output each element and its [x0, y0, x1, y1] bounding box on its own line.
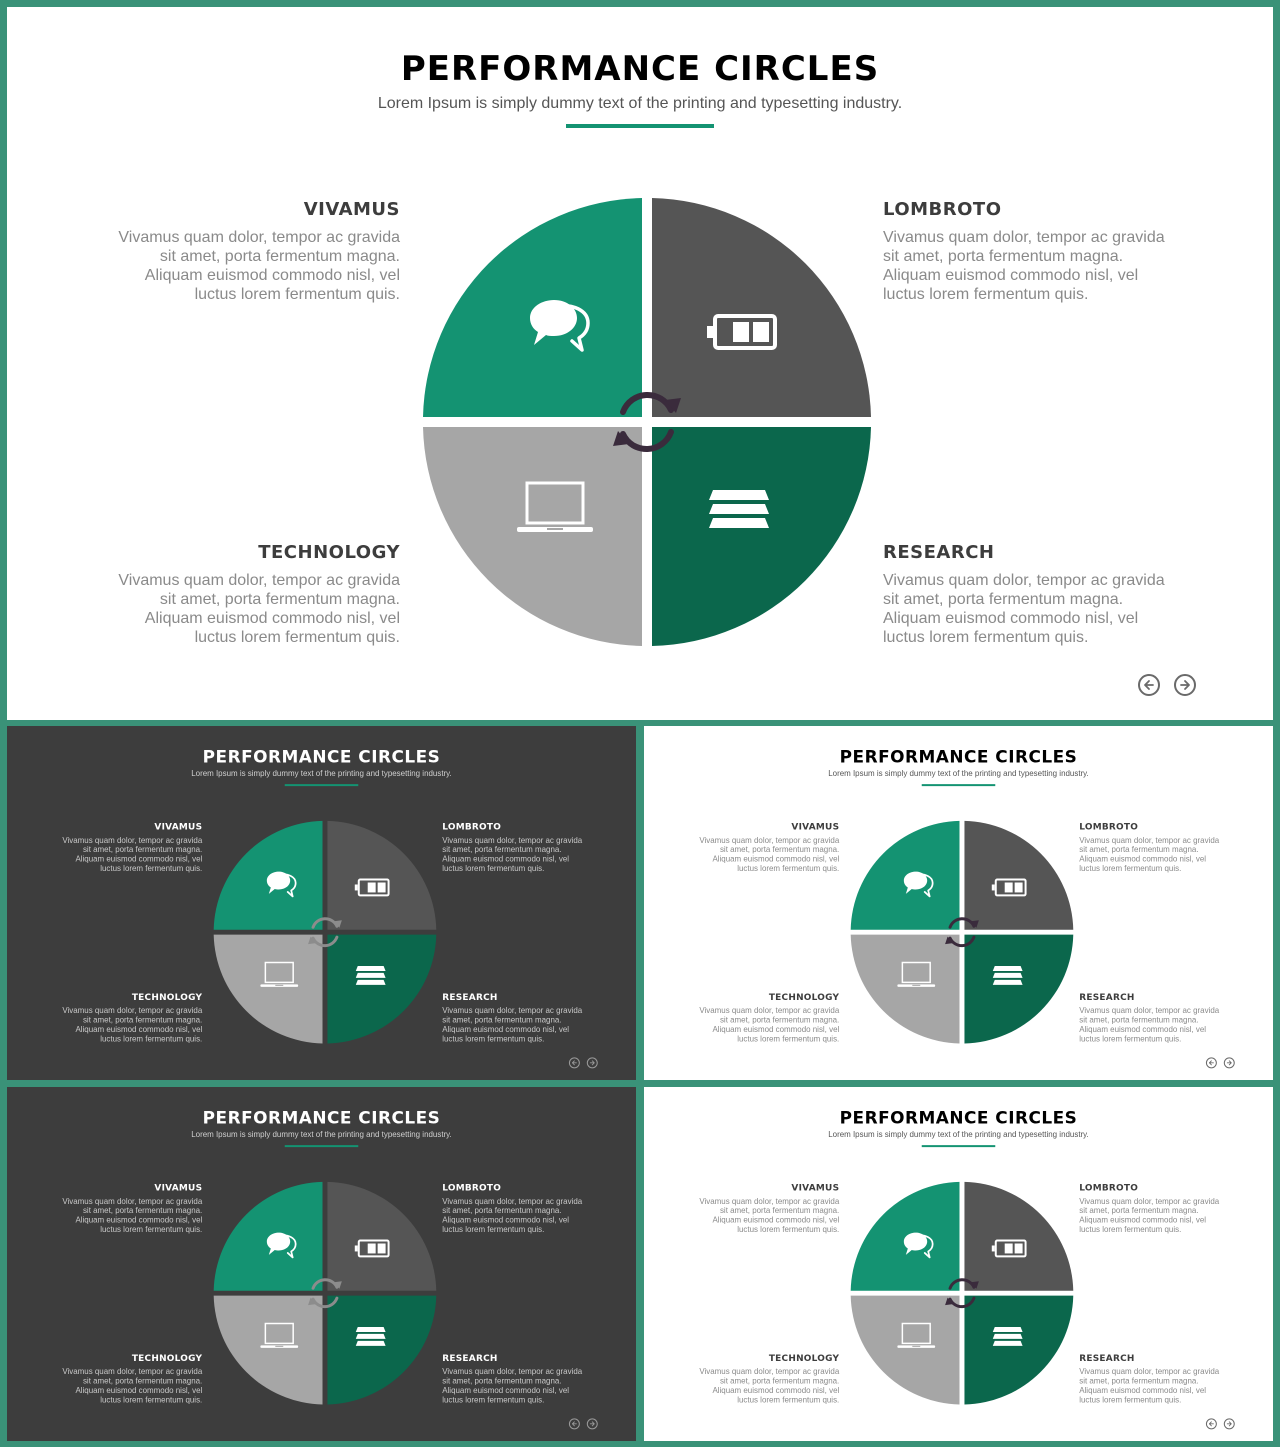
block-title: RESEARCH: [442, 991, 498, 1003]
arrow-left-icon: [1208, 1420, 1215, 1427]
quadrant-research[interactable]: [964, 935, 1073, 1044]
block-title: TECHNOLOGY: [768, 991, 840, 1003]
text-block: [695, 821, 839, 873]
text-block: [58, 1353, 202, 1405]
quadrant-technology[interactable]: [851, 1296, 960, 1405]
layers-icon: [709, 490, 769, 528]
performance-circle: [211, 1179, 440, 1408]
block-title: RESEARCH: [442, 1352, 498, 1364]
slide-subtitle: Lorem Ipsum is simply dummy text of the printing and typesetting industry.: [828, 769, 1089, 779]
prev-slide-button[interactable]: [1206, 1057, 1217, 1068]
next-slide-button[interactable]: [1224, 1418, 1235, 1429]
quadrant-vivamus[interactable]: [423, 198, 642, 417]
title-underline: [566, 124, 714, 128]
text-block: [442, 821, 586, 873]
block-title: VIVAMUS: [154, 1182, 203, 1193]
prev-slide-button[interactable]: [1138, 674, 1160, 696]
block-text: Vivamus quam dolor, tempor ac gravida sit amet, porta fermentum magna. Aliquam euismod commodo nisl, vel luctus lorem fermentum quis.: [442, 836, 583, 874]
block-title: TECHNOLOGY: [258, 542, 400, 563]
quadrant-research[interactable]: [652, 427, 871, 646]
quadrant-research[interactable]: [327, 935, 436, 1044]
block-text: Vivamus quam dolor, tempor ac gravida sit amet, porta fermentum magna. Aliquam euismod commodo nisl, vel luctus lorem fermentum quis.: [442, 1006, 583, 1044]
quadrant-technology[interactable]: [214, 1296, 323, 1405]
layers-icon: [356, 1327, 386, 1346]
block-title: LOMBROTO: [442, 1182, 502, 1193]
arrow-left-icon: [571, 1059, 578, 1066]
quadrant-vivamus[interactable]: [214, 1182, 323, 1291]
slide-subtitle: Lorem Ipsum is simply dummy text of the printing and typesetting industry.: [191, 769, 452, 779]
text-block: [1079, 1353, 1223, 1405]
block-text: Vivamus quam dolor, tempor ac gravida sit amet, porta fermentum magna. Aliquam euismod commodo nisl, vel luctus lorem fermentum quis.: [1079, 836, 1220, 874]
text-block: [695, 1182, 839, 1234]
text-block: [883, 199, 1173, 304]
block-title: VIVAMUS: [154, 821, 203, 832]
performance-circle: [848, 818, 1077, 1047]
arrow-left-icon: [1208, 1059, 1215, 1066]
block-title: TECHNOLOGY: [131, 991, 203, 1003]
block-text: Vivamus quam dolor, tempor ac gravida sit amet, porta fermentum magna. Aliquam euismod commodo nisl, vel luctus lorem fermentum quis.: [1079, 1197, 1220, 1235]
slide-subtitle: Lorem Ipsum is simply dummy text of the printing and typesetting industry.: [377, 95, 903, 112]
quadrant-technology[interactable]: [423, 427, 642, 646]
block-text: Vivamus quam dolor, tempor ac gravida sit amet, porta fermentum magna. Aliquam euismod commodo nisl, vel luctus lorem fermentum quis.: [699, 1006, 840, 1044]
slide-thumbnail[interactable]: [644, 726, 1273, 1080]
arrow-right-icon: [1226, 1420, 1233, 1427]
slide-thumbnail[interactable]: [644, 1087, 1273, 1441]
next-slide-button[interactable]: [1174, 674, 1196, 696]
block-text: Vivamus quam dolor, tempor ac gravida sit amet, porta fermentum magna. Aliquam euismod commodo nisl, vel luctus lorem fermentum quis.: [62, 836, 203, 874]
text-block: [58, 1182, 202, 1234]
layers-icon: [993, 966, 1023, 985]
text-block: [1079, 992, 1223, 1044]
block-text: Vivamus quam dolor, tempor ac gravida sit amet, porta fermentum magna. Aliquam euismod commodo nisl, vel luctus lorem fermentum quis.: [699, 1197, 840, 1235]
block-title: RESEARCH: [1079, 1352, 1135, 1364]
quadrant-lombroto[interactable]: [964, 1182, 1073, 1291]
block-text: Vivamus quam dolor, tempor ac gravida sit amet, porta fermentum magna. Aliquam euismod commodo nisl, vel luctus lorem fermentum quis.: [699, 836, 840, 874]
arrow-right-icon: [589, 1420, 596, 1427]
block-text: Vivamus quam dolor, tempor ac gravida sit amet, porta fermentum magna. Aliquam euismod commodo nisl, vel luctus lorem fermentum quis.: [442, 1367, 583, 1405]
quadrant-lombroto[interactable]: [652, 198, 871, 417]
block-text: Vivamus quam dolor, tempor ac gravida sit amet, porta fermentum magna. Aliquam euismod commodo nisl, vel luctus lorem fermentum quis.: [62, 1197, 203, 1235]
quadrant-lombroto[interactable]: [964, 821, 1073, 930]
text-block: [58, 821, 202, 873]
slide-title: PERFORMANCE CIRCLES: [839, 1107, 1078, 1128]
text-block: [695, 1353, 839, 1405]
text-block: [1079, 1182, 1223, 1234]
block-title: TECHNOLOGY: [131, 1352, 203, 1364]
block-title: VIVAMUS: [791, 821, 840, 832]
slide-thumbnail[interactable]: [7, 1087, 636, 1441]
block-title: VIVAMUS: [791, 1182, 840, 1193]
block-title: RESEARCH: [1079, 991, 1135, 1003]
quadrant-research[interactable]: [964, 1296, 1073, 1405]
arrow-left-icon: [571, 1420, 578, 1427]
layers-icon: [356, 966, 386, 985]
text-block: [110, 542, 400, 647]
title-underline: [285, 1145, 359, 1147]
slide-thumbnail[interactable]: [7, 726, 636, 1080]
block-title: VIVAMUS: [303, 199, 400, 220]
text-block: [883, 542, 1173, 647]
block-text: Vivamus quam dolor, tempor ac gravida sit amet, porta fermentum magna. Aliquam euismod commodo nisl, vel luctus lorem fermentum quis.: [883, 572, 1165, 646]
slide-title: PERFORMANCE CIRCLES: [839, 746, 1078, 767]
text-block: [110, 199, 400, 304]
quadrant-vivamus[interactable]: [214, 821, 323, 930]
text-block: [442, 992, 586, 1044]
quadrant-technology[interactable]: [214, 935, 323, 1044]
performance-circle: [848, 1179, 1077, 1408]
quadrant-technology[interactable]: [851, 935, 960, 1044]
text-block: [58, 992, 202, 1044]
title-underline: [922, 1145, 996, 1147]
block-text: Vivamus quam dolor, tempor ac gravida sit amet, porta fermentum magna. Aliquam euismod commodo nisl, vel luctus lorem fermentum quis.: [442, 1197, 583, 1235]
block-title: LOMBROTO: [1079, 1182, 1139, 1193]
block-text: Vivamus quam dolor, tempor ac gravida sit amet, porta fermentum magna. Aliquam euismod commodo nisl, vel luctus lorem fermentum quis.: [118, 229, 400, 303]
text-block: [442, 1182, 586, 1234]
quadrant-vivamus[interactable]: [851, 1182, 960, 1291]
block-text: Vivamus quam dolor, tempor ac gravida sit amet, porta fermentum magna. Aliquam euismod commodo nisl, vel luctus lorem fermentum quis.: [1079, 1006, 1220, 1044]
text-block: [695, 992, 839, 1044]
block-text: Vivamus quam dolor, tempor ac gravida sit amet, porta fermentum magna. Aliquam euismod commodo nisl, vel luctus lorem fermentum quis.: [883, 229, 1165, 303]
block-title: LOMBROTO: [442, 821, 502, 832]
prev-slide-button[interactable]: [569, 1418, 580, 1429]
block-text: Vivamus quam dolor, tempor ac gravida sit amet, porta fermentum magna. Aliquam euismod commodo nisl, vel luctus lorem fermentum quis.: [1079, 1367, 1220, 1405]
performance-circle: [417, 192, 877, 652]
text-block: [1079, 821, 1223, 873]
slide-title: PERFORMANCE CIRCLES: [202, 746, 441, 767]
quadrant-research[interactable]: [327, 1296, 436, 1405]
quadrant-vivamus[interactable]: [851, 821, 960, 930]
block-text: Vivamus quam dolor, tempor ac gravida sit amet, porta fermentum magna. Aliquam euismod commodo nisl, vel luctus lorem fermentum quis.: [699, 1367, 840, 1405]
prev-slide-button[interactable]: [1206, 1418, 1217, 1429]
title-underline: [922, 784, 996, 786]
next-slide-button[interactable]: [587, 1418, 598, 1429]
arrow-right-icon: [589, 1059, 596, 1066]
block-text: Vivamus quam dolor, tempor ac gravida sit amet, porta fermentum magna. Aliquam euismod commodo nisl, vel luctus lorem fermentum quis.: [62, 1367, 203, 1405]
arrow-right-icon: [1178, 678, 1192, 692]
block-text: Vivamus quam dolor, tempor ac gravida sit amet, porta fermentum magna. Aliquam euismod commodo nisl, vel luctus lorem fermentum quis.: [118, 572, 400, 646]
block-text: Vivamus quam dolor, tempor ac gravida sit amet, porta fermentum magna. Aliquam euismod commodo nisl, vel luctus lorem fermentum quis.: [62, 1006, 203, 1044]
text-block: [442, 1353, 586, 1405]
block-title: LOMBROTO: [883, 199, 1002, 220]
slide-title: PERFORMANCE CIRCLES: [400, 49, 880, 89]
slide-subtitle: Lorem Ipsum is simply dummy text of the printing and typesetting industry.: [191, 1130, 452, 1140]
performance-circle: [211, 818, 440, 1047]
quadrant-lombroto[interactable]: [327, 1182, 436, 1291]
slide-subtitle: Lorem Ipsum is simply dummy text of the printing and typesetting industry.: [828, 1130, 1089, 1140]
next-slide-button[interactable]: [587, 1057, 598, 1068]
block-title: LOMBROTO: [1079, 821, 1139, 832]
layers-icon: [993, 1327, 1023, 1346]
arrow-right-icon: [1226, 1059, 1233, 1066]
quadrant-lombroto[interactable]: [327, 821, 436, 930]
prev-slide-button[interactable]: [569, 1057, 580, 1068]
next-slide-button[interactable]: [1224, 1057, 1235, 1068]
title-underline: [285, 784, 359, 786]
block-title: TECHNOLOGY: [768, 1352, 840, 1364]
block-title: RESEARCH: [883, 542, 995, 563]
arrow-left-icon: [1142, 678, 1156, 692]
slide-title: PERFORMANCE CIRCLES: [202, 1107, 441, 1128]
main-slide: [7, 7, 1273, 720]
